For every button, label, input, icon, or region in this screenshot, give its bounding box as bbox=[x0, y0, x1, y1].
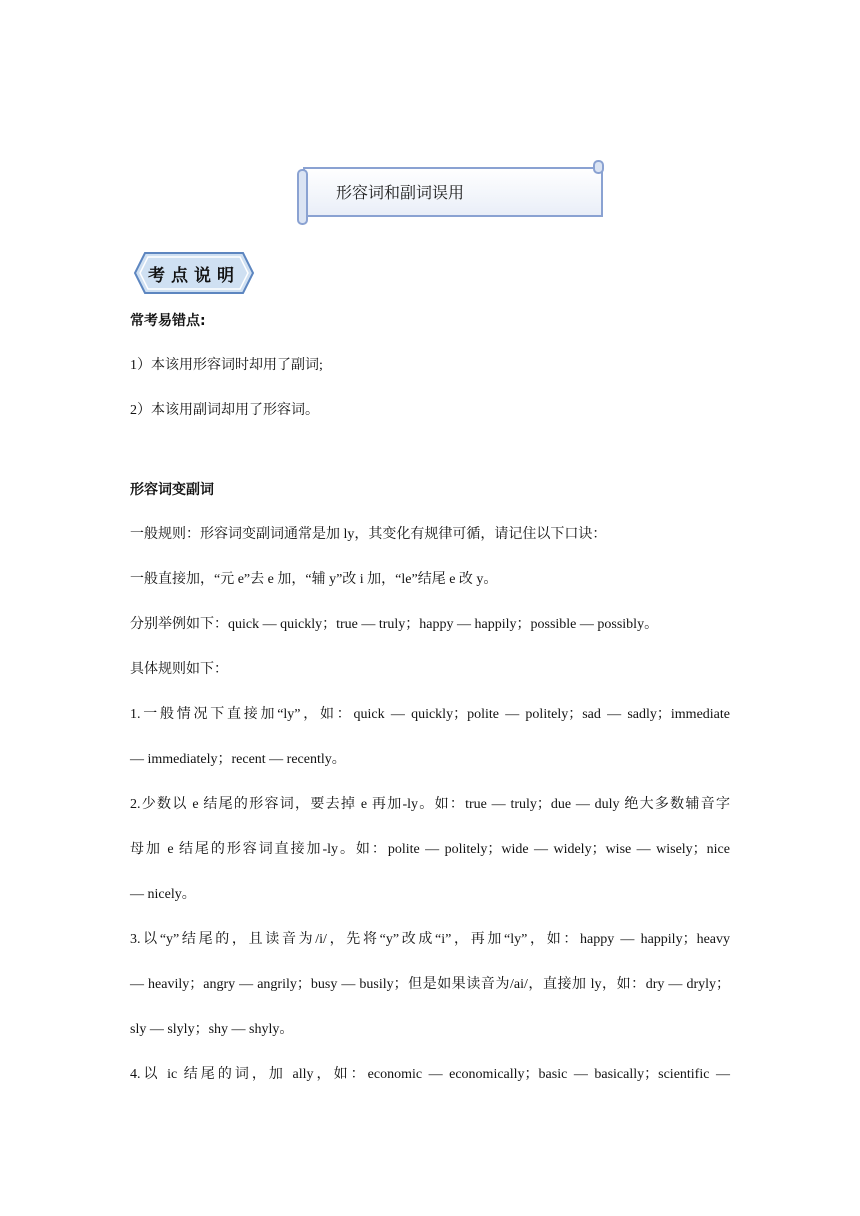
error-item-2: 2）本该用副词却用了形容词。 bbox=[130, 403, 319, 418]
rule-2-line-2: 母加 e 结尾的形容词直接加-ly。如：polite — politely；wide — widely；wise — wisely；nice bbox=[130, 842, 730, 857]
general-rule-line: 一般规则：形容词变副词通常是加 ly，其变化有规律可循，请记住以下口诀： bbox=[130, 527, 607, 542]
section-heading: 形容词变副词 bbox=[130, 482, 214, 498]
title-banner bbox=[296, 158, 608, 228]
badge-label: 考点说明 bbox=[148, 266, 240, 286]
specific-rules-label: 具体规则如下： bbox=[130, 662, 228, 677]
rule-2-line-1: 2.少数以 e 结尾的形容词，要去掉 e 再加-ly。如：true — truly；due — duly 绝大多数辅音字 bbox=[130, 797, 730, 812]
page-title: 形容词和副词误用 bbox=[336, 183, 465, 202]
mnemonic-line: 一般直接加，“元 e”去 e 加，“辅 y”改 i 加，“le”结尾 e 改 y。 bbox=[130, 572, 498, 587]
section-badge bbox=[133, 251, 255, 295]
examples-line: 分别举例如下：quick — quickly；true — truly；happy — happily；possible — possibly。 bbox=[130, 617, 659, 632]
rule-1-line-1: 1.一般情况下直接加“ly”，如：quick — quickly；polite — politely；sad — sadly；immediate bbox=[130, 707, 730, 722]
rule-3-line-1: 3.以“y”结尾的，且读音为/i/，先将“y”改成“i”，再加“ly”，如：happy — happily；heavy bbox=[130, 932, 730, 947]
rule-4-line-1: 4.以 ic 结尾的词，加 ally，如：economic — economically；basic — basically；scientific — bbox=[130, 1067, 730, 1082]
rule-3-line-2: — heavily；angry — angrily；busy — busily；但是如果读音为/ai/，直接加 ly，如：dry — dryly； bbox=[130, 977, 730, 992]
error-item-1: 1）本该用形容词时却用了副词; bbox=[130, 358, 323, 373]
rule-2-line-3: — nicely。 bbox=[130, 887, 196, 902]
rule-3-line-3: sly — slyly；shy — shyly。 bbox=[130, 1022, 294, 1037]
errors-heading: 常考易错点: bbox=[130, 313, 206, 329]
rule-1-line-2: — immediately；recent — recently。 bbox=[130, 752, 346, 767]
